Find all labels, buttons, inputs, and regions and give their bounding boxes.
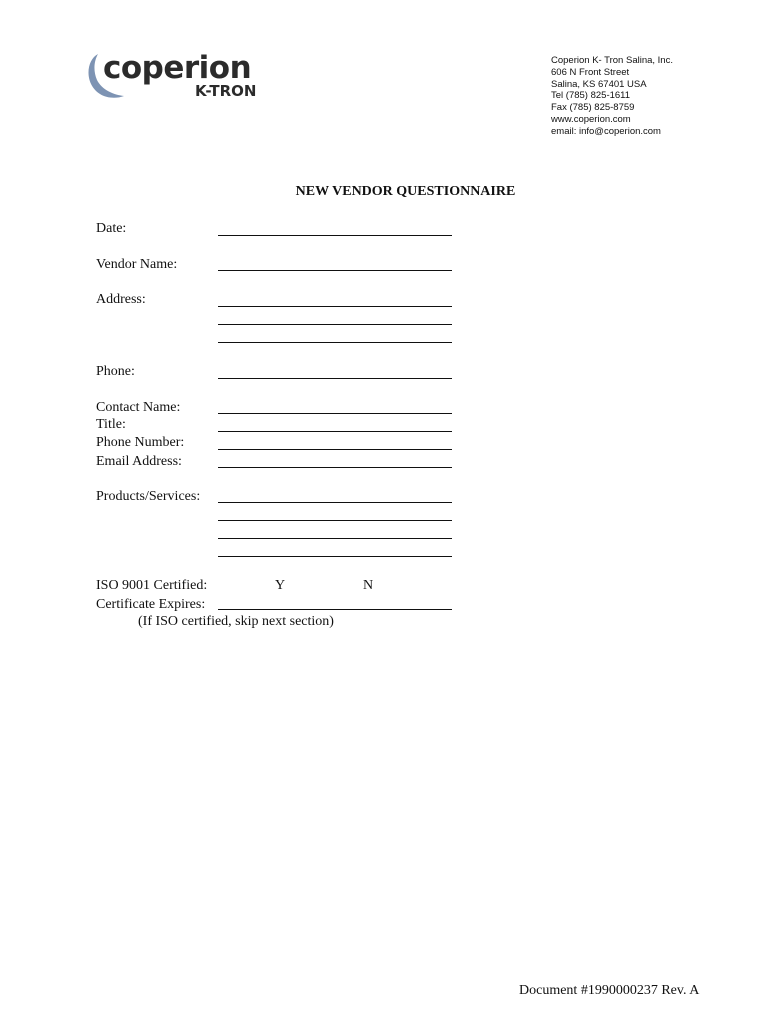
products-services-field-line-2[interactable]: [218, 520, 452, 521]
phone-label: Phone:: [96, 364, 135, 379]
address-field-line-2[interactable]: [218, 324, 452, 325]
products-services-field-line-3[interactable]: [218, 538, 452, 539]
contact-title-label: Title:: [96, 417, 126, 432]
company-street: 606 N Front Street: [551, 66, 630, 78]
company-website: www.coperion.com: [551, 113, 631, 125]
email-address-field[interactable]: [218, 467, 452, 468]
iso-certified-label: ISO 9001 Certified:: [96, 578, 208, 593]
products-services-label: Products/Services:: [96, 489, 201, 504]
date-label: Date:: [96, 221, 127, 236]
company-address-block: [551, 55, 673, 138]
products-services-field-line-4[interactable]: [218, 556, 452, 557]
document-number: Document #1990000237 Rev. A: [519, 983, 700, 998]
company-name: Coperion K- Tron Salina, Inc.: [551, 55, 673, 66]
date-field[interactable]: [218, 235, 452, 236]
certificate-expires-label: Certificate Expires:: [96, 597, 206, 612]
logo-brand-text: coperion: [103, 50, 252, 86]
contact-title-field[interactable]: [218, 431, 452, 432]
address-label: Address:: [96, 292, 146, 307]
phone-field[interactable]: [218, 378, 452, 379]
contact-name-field[interactable]: [218, 413, 452, 414]
company-city: Salina, KS 67401 USA: [551, 78, 647, 90]
iso-yes-option[interactable]: Y: [275, 578, 286, 593]
company-email: email: info@coperion.com: [551, 125, 661, 137]
address-field-line-1[interactable]: [218, 306, 452, 307]
page-title: NEW VENDOR QUESTIONNAIRE: [295, 184, 516, 199]
iso-skip-note: (If ISO certified, skip next section): [138, 614, 334, 629]
vendor-name-field[interactable]: [218, 270, 452, 271]
company-tel: Tel (785) 825-1611: [551, 90, 631, 102]
address-field-line-3[interactable]: [218, 342, 452, 343]
company-logo: [86, 50, 286, 106]
vendor-name-label: Vendor Name:: [96, 257, 178, 272]
phone-number-label: Phone Number:: [96, 435, 185, 450]
phone-number-field[interactable]: [218, 449, 452, 450]
contact-name-label: Contact Name:: [96, 400, 181, 415]
certificate-expires-field[interactable]: [218, 609, 452, 610]
iso-no-option[interactable]: N: [363, 578, 374, 593]
company-fax: Fax (785) 825-8759: [551, 102, 635, 114]
products-services-field-line-1[interactable]: [218, 502, 452, 503]
logo-sub-text: K-TRON: [195, 82, 257, 100]
email-address-label: Email Address:: [96, 454, 182, 469]
